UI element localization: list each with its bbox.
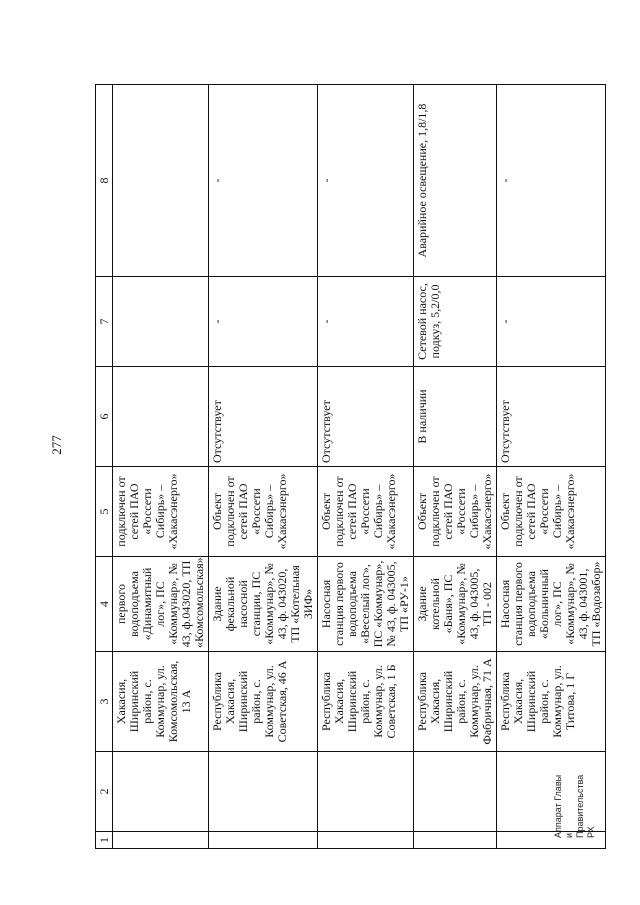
- cell-col2: [318, 752, 414, 832]
- table-row: [414, 85, 497, 849]
- cell-object: первого водоподъема «Динамитный лог», ПС «Коммунар», № 43, ф.043020, ТП «Комсомольская»: [113, 557, 209, 652]
- column-header-4: 4: [96, 557, 113, 652]
- cell-col2: [209, 752, 318, 832]
- archive-stamp: Аппарат Главы и Правительства РХ: [553, 774, 596, 838]
- cell-connection: Объект подключен от сетей ПАО «Россети Сибирь» – «Хакасэнерго»: [414, 467, 497, 557]
- column-header-2: 2: [96, 752, 113, 832]
- page-number: 277: [48, 435, 64, 455]
- cell-address: Хакасия, Ширинский район, с. Коммунар, ул. Комсомольская, 13 А: [113, 652, 209, 752]
- cell-number: [318, 832, 414, 849]
- cell-number: [209, 832, 318, 849]
- cell-object: Здание фекальной насосной станции, ПС «Коммунар», № 43, ф. 043020, ТП «Котельная ЗИФ»: [209, 557, 318, 652]
- cell-connection: Объект подключен от сетей ПАО «Россети Сибирь» – «Хакасэнерго»: [209, 467, 318, 557]
- cell-availability: В наличии: [414, 367, 497, 467]
- column-header-3: 3: [96, 652, 113, 752]
- column-header-1: 1: [96, 832, 113, 849]
- cell-col2: [113, 752, 209, 832]
- cell-number: [113, 832, 209, 849]
- column-header-5: 5: [96, 467, 113, 557]
- cell-number: [414, 832, 497, 849]
- table-row: [497, 85, 606, 849]
- cell-object: Насосная станция первого водоподъема «Больничный лог», ПС «Коммунар», № 43, ф. 043001, ТП «Водозабор»: [497, 557, 606, 652]
- cell-col2: [497, 752, 606, 832]
- cell-number: [497, 832, 606, 849]
- cell-equipment: [113, 277, 209, 367]
- cell-connection: Объект подключен от сетей ПАО «Россети Сибирь» – «Хакасэнерго»: [318, 467, 414, 557]
- cell-notes: [113, 85, 209, 277]
- header-row: [96, 85, 113, 849]
- cell-notes: Аварийное освещение, 1,8/1,8: [414, 85, 497, 277]
- table-row: [318, 85, 414, 849]
- column-header-7: 7: [96, 277, 113, 367]
- cell-address: Республика Хакасия, Ширинский район, с. Коммунар, ул. Советская, 46 А: [209, 652, 318, 752]
- cell-equipment: Сетевой насос, подкуз, 5,2/0,0: [414, 277, 497, 367]
- cell-connection: подключен от сетей ПАО «Россети Сибирь» – «Хакасэнерго»: [113, 467, 209, 557]
- cell-address: Республика Хакасия, Ширинский район, с. Коммунар, ул. Фабричная, 71 А: [414, 652, 497, 752]
- cell-address: Республика Хакасия, Ширинский район, с. Коммунар, ул. Советская, 1 Б: [318, 652, 414, 752]
- cell-availability: [113, 367, 209, 467]
- cell-availability: Отсутствует: [318, 367, 414, 467]
- cell-address: Республика Хакасия, Ширинский район, с. Коммунар, ул. Титова, 1 Г: [497, 652, 606, 752]
- cell-col2: [414, 752, 497, 832]
- cell-notes: -: [209, 85, 318, 277]
- column-header-8: 8: [96, 85, 113, 277]
- cell-availability: Отсутствует: [497, 367, 606, 467]
- table-row: [209, 85, 318, 849]
- cell-equipment: -: [209, 277, 318, 367]
- column-header-6: 6: [96, 367, 113, 467]
- cell-equipment: -: [318, 277, 414, 367]
- cell-notes: -: [497, 85, 606, 277]
- cell-notes: -: [318, 85, 414, 277]
- cell-object: Здание котельной «Баня», ПС «Коммунар», № 43, ф. 043005, ТП - 002: [414, 557, 497, 652]
- data-table: [95, 84, 606, 849]
- cell-connection: Объект подключен от сетей ПАО «Россети Сибирь» – «Хакасэнерго»: [497, 467, 606, 557]
- table-row: [113, 85, 209, 849]
- cell-availability: Отсутствует: [209, 367, 318, 467]
- cell-equipment: -: [497, 277, 606, 367]
- cell-object: Насосная станция первого водоподъема «Веселый лог», ПС «Коммунар», № 43, ф. 043005, ТП «РУ-1»: [318, 557, 414, 652]
